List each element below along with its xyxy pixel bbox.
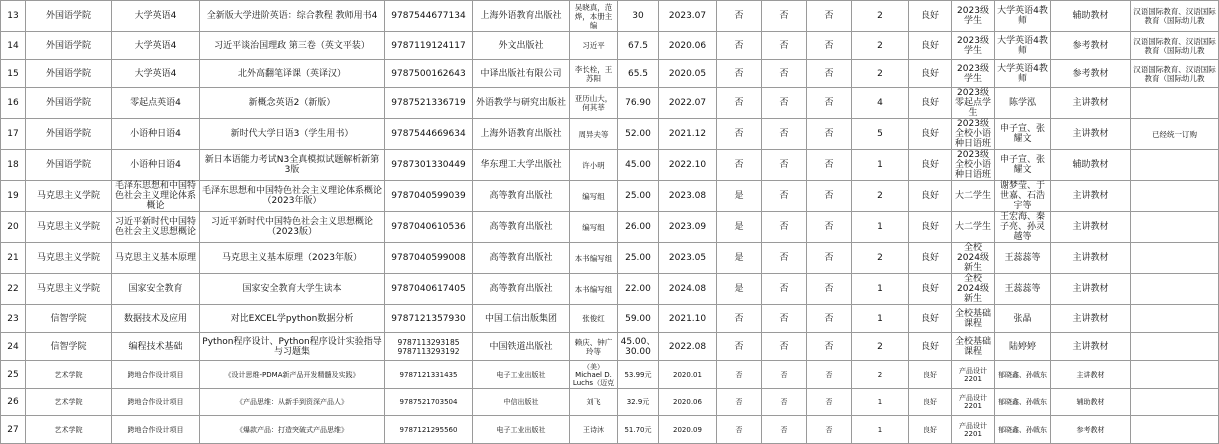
remark-cell (1131, 274, 1219, 305)
college-cell: 外国语学院 (26, 60, 112, 88)
course-cell: 习近平新时代中国特色社会主义思想概论 (112, 212, 200, 243)
publisher-cell: 外文出版社 (473, 32, 570, 60)
order-count-cell: 5 (852, 119, 909, 150)
choice-cell: 否 (807, 243, 852, 274)
isbn-cell: 9787040599039 (385, 181, 473, 212)
teacher-cell: 郁晓鑫、孙戟东 (995, 416, 1051, 444)
isbn-cell: 9787301330449 (385, 150, 473, 181)
publisher-cell: 外语教学与研究出版社 (473, 88, 570, 119)
price-cell: 45.00、30.00 (618, 333, 659, 361)
publish-date-cell: 2020.09 (659, 416, 717, 444)
row-number: 14 (1, 32, 26, 60)
course-cell: 跨地合作设计项目 (112, 361, 200, 389)
evaluation-cell: 良好 (909, 119, 952, 150)
choice-cell: 否 (807, 1, 852, 32)
book-title-cell: 新日本语能力考试N3全真模拟试题解析新第3版 (200, 150, 385, 181)
college-cell: 外国语学院 (26, 88, 112, 119)
author-cell: 李长栓，王苏阳 (570, 60, 618, 88)
publish-date-cell: 2023.05 (659, 243, 717, 274)
table-row (1, 60, 1219, 88)
isbn-cell: 9787113293185 9787113293192 (385, 333, 473, 361)
evaluation-cell: 良好 (909, 274, 952, 305)
choice-cell: 否 (807, 60, 852, 88)
order-count-cell: 2 (852, 1, 909, 32)
price-cell: 67.5 (618, 32, 659, 60)
remark-cell (1131, 305, 1219, 333)
isbn-cell: 9787119124117 (385, 32, 473, 60)
college-cell: 信智学院 (26, 305, 112, 333)
order-count-cell: 1 (852, 389, 909, 416)
course-cell: 大学英语4 (112, 32, 200, 60)
teacher-cell: 陆婷婷 (995, 333, 1051, 361)
choice-cell: 否 (717, 119, 762, 150)
isbn-cell: 9787121331435 (385, 361, 473, 389)
row-number: 21 (1, 243, 26, 274)
book-title-cell: 习近平新时代中国特色社会主义思想概论（2023版） (200, 212, 385, 243)
publisher-cell: 电子工业出版社 (473, 361, 570, 389)
remark-cell: 汉语国际教育、汉语国际教育（国际幼儿教 (1131, 1, 1219, 32)
choice-cell: 否 (807, 389, 852, 416)
teacher-cell: 大学英语4教师 (995, 60, 1051, 88)
book-title-cell: 习近平谈治国理政 第三卷（英文平装） (200, 32, 385, 60)
price-cell: 51.70元 (618, 416, 659, 444)
evaluation-cell: 良好 (909, 305, 952, 333)
evaluation-cell: 良好 (909, 32, 952, 60)
course-cell: 编程技术基础 (112, 333, 200, 361)
book-title-cell: 《设计思维-PDMA新产品开发精髓及实践》 (200, 361, 385, 389)
remark-cell (1131, 181, 1219, 212)
book-title-cell: 北外高翻笔译课（英译汉） (200, 60, 385, 88)
choice-cell: 是 (717, 181, 762, 212)
textbook-type-cell: 主讲教材 (1051, 243, 1131, 274)
choice-cell: 否 (762, 212, 807, 243)
textbook-type-cell: 主讲教材 (1051, 181, 1131, 212)
college-cell: 马克思主义学院 (26, 212, 112, 243)
order-count-cell: 2 (852, 60, 909, 88)
course-cell: 大学英语4 (112, 1, 200, 32)
author-cell: 习近平 (570, 32, 618, 60)
teacher-cell: 大学英语4教师 (995, 1, 1051, 32)
price-cell: 25.00 (618, 181, 659, 212)
course-cell: 国家安全教育 (112, 274, 200, 305)
order-count-cell: 2 (852, 32, 909, 60)
order-count-cell: 2 (852, 361, 909, 389)
choice-cell: 否 (762, 60, 807, 88)
publisher-cell: 高等教育出版社 (473, 243, 570, 274)
row-number: 23 (1, 305, 26, 333)
textbook-type-cell: 主讲教材 (1051, 119, 1131, 150)
author-cell: 赖庆、钟广玲等 (570, 333, 618, 361)
college-cell: 马克思主义学院 (26, 243, 112, 274)
choice-cell: 否 (762, 274, 807, 305)
college-cell: 艺术学院 (26, 389, 112, 416)
teacher-cell: 申子宣、张耀文 (995, 119, 1051, 150)
choice-cell: 否 (762, 361, 807, 389)
publish-date-cell: 2024.08 (659, 274, 717, 305)
choice-cell: 否 (807, 274, 852, 305)
remark-cell: 已经统一订购 (1131, 119, 1219, 150)
textbook-type-cell: 参考教材 (1051, 60, 1131, 88)
teacher-cell: 谢梦莹、于世嘉、石浩宇等 (995, 181, 1051, 212)
evaluation-cell: 良好 (909, 181, 952, 212)
course-cell: 跨地合作设计项目 (112, 389, 200, 416)
evaluation-cell: 良好 (909, 212, 952, 243)
textbook-type-cell: 辅助教材 (1051, 1, 1131, 32)
textbook-type-cell: 辅助教材 (1051, 150, 1131, 181)
table-body (1, 1, 1219, 444)
author-cell: 编写组 (570, 181, 618, 212)
publish-date-cell: 2020.06 (659, 389, 717, 416)
publish-date-cell: 2021.12 (659, 119, 717, 150)
publisher-cell: 中国工信出版集团 (473, 305, 570, 333)
choice-cell: 是 (717, 243, 762, 274)
college-cell: 马克思主义学院 (26, 274, 112, 305)
evaluation-cell: 良好 (909, 389, 952, 416)
choice-cell: 否 (717, 361, 762, 389)
isbn-cell: 9787040599008 (385, 243, 473, 274)
college-cell: 外国语学院 (26, 119, 112, 150)
remark-cell (1131, 243, 1219, 274)
author-cell: （美）Michael D. Luchs（迈克 (570, 361, 618, 389)
choice-cell: 否 (807, 150, 852, 181)
publisher-cell: 高等教育出版社 (473, 274, 570, 305)
course-cell: 数据技术及应用 (112, 305, 200, 333)
student-grade-cell: 全校基础课程 (952, 333, 995, 361)
course-cell: 毛泽东思想和中国特色社会主义理论体系概论 (112, 181, 200, 212)
choice-cell: 否 (717, 333, 762, 361)
table-row (1, 361, 1219, 389)
course-cell: 小语种日语4 (112, 150, 200, 181)
choice-cell: 否 (762, 333, 807, 361)
publish-date-cell: 2020.01 (659, 361, 717, 389)
student-grade-cell: 产品设计2201 (952, 361, 995, 389)
price-cell: 65.5 (618, 60, 659, 88)
choice-cell: 否 (762, 88, 807, 119)
table-row (1, 32, 1219, 60)
textbook-type-cell: 参考教材 (1051, 416, 1131, 444)
isbn-cell: 9787121357930 (385, 305, 473, 333)
author-cell: 王诗沐 (570, 416, 618, 444)
table-row (1, 150, 1219, 181)
author-cell: 许小明 (570, 150, 618, 181)
college-cell: 信智学院 (26, 333, 112, 361)
row-number: 22 (1, 274, 26, 305)
evaluation-cell: 良好 (909, 243, 952, 274)
evaluation-cell: 良好 (909, 88, 952, 119)
teacher-cell: 申子宣、张耀文 (995, 150, 1051, 181)
book-title-cell: 马克思主义基本原理（2023年版） (200, 243, 385, 274)
author-cell: 本书编写组 (570, 243, 618, 274)
publisher-cell: 上海外语教育出版社 (473, 119, 570, 150)
student-grade-cell: 2023级零起点学生 (952, 88, 995, 119)
isbn-cell: 9787544677134 (385, 1, 473, 32)
order-count-cell: 1 (852, 305, 909, 333)
textbook-type-cell: 主讲教材 (1051, 212, 1131, 243)
publisher-cell: 高等教育出版社 (473, 181, 570, 212)
author-cell: 编写组 (570, 212, 618, 243)
order-count-cell: 1 (852, 274, 909, 305)
book-title-cell: 新概念英语2（新版） (200, 88, 385, 119)
book-title-cell: 毛泽东思想和中国特色社会主义理论体系概论（2023年版） (200, 181, 385, 212)
publish-date-cell: 2022.10 (659, 150, 717, 181)
publisher-cell: 中国铁道出版社 (473, 333, 570, 361)
publish-date-cell: 2020.05 (659, 60, 717, 88)
college-cell: 马克思主义学院 (26, 181, 112, 212)
isbn-cell: 9787121295560 (385, 416, 473, 444)
teacher-cell: 王宏海、秦子亮、孙灵越等 (995, 212, 1051, 243)
isbn-cell: 9787521703504 (385, 389, 473, 416)
row-number: 20 (1, 212, 26, 243)
course-cell: 零起点英语4 (112, 88, 200, 119)
teacher-cell: 张晶 (995, 305, 1051, 333)
author-cell: 刘飞 (570, 389, 618, 416)
table-row (1, 333, 1219, 361)
book-title-cell: 新时代大学日语3（学生用书） (200, 119, 385, 150)
choice-cell: 否 (762, 1, 807, 32)
choice-cell: 否 (762, 416, 807, 444)
teacher-cell: 郁晓鑫、孙戟东 (995, 361, 1051, 389)
choice-cell: 否 (717, 88, 762, 119)
choice-cell: 否 (762, 150, 807, 181)
author-cell: 本书编写组 (570, 274, 618, 305)
textbook-type-cell: 主讲教材 (1051, 333, 1131, 361)
order-count-cell: 4 (852, 88, 909, 119)
table-row (1, 243, 1219, 274)
row-number: 24 (1, 333, 26, 361)
row-number: 15 (1, 60, 26, 88)
college-cell: 艺术学院 (26, 416, 112, 444)
order-count-cell: 1 (852, 150, 909, 181)
choice-cell: 否 (717, 389, 762, 416)
choice-cell: 否 (717, 60, 762, 88)
price-cell: 76.90 (618, 88, 659, 119)
author-cell: 亚历山大，何其莘 (570, 88, 618, 119)
college-cell: 外国语学院 (26, 1, 112, 32)
publisher-cell: 高等教育出版社 (473, 212, 570, 243)
remark-cell (1131, 212, 1219, 243)
student-grade-cell: 2023级学生 (952, 32, 995, 60)
teacher-cell: 陈学泓 (995, 88, 1051, 119)
publish-date-cell: 2022.08 (659, 333, 717, 361)
publisher-cell: 华东理工大学出版社 (473, 150, 570, 181)
remark-cell (1131, 416, 1219, 444)
order-count-cell: 2 (852, 333, 909, 361)
isbn-cell: 9787040610536 (385, 212, 473, 243)
remark-cell (1131, 150, 1219, 181)
textbook-type-cell: 参考教材 (1051, 32, 1131, 60)
choice-cell: 否 (807, 119, 852, 150)
row-number: 17 (1, 119, 26, 150)
order-count-cell: 1 (852, 212, 909, 243)
choice-cell: 否 (807, 212, 852, 243)
book-title-cell: Python程序设计、Python程序设计实验指导与习题集 (200, 333, 385, 361)
course-cell: 大学英语4 (112, 60, 200, 88)
remark-cell (1131, 389, 1219, 416)
choice-cell: 否 (762, 119, 807, 150)
course-cell: 马克思主义基本原理 (112, 243, 200, 274)
publish-date-cell: 2023.07 (659, 1, 717, 32)
choice-cell: 否 (807, 416, 852, 444)
author-cell: 张俊红 (570, 305, 618, 333)
teacher-cell: 王蕊蕊等 (995, 274, 1051, 305)
price-cell: 30 (618, 1, 659, 32)
evaluation-cell: 良好 (909, 416, 952, 444)
remark-cell (1131, 333, 1219, 361)
choice-cell: 否 (807, 88, 852, 119)
remark-cell (1131, 88, 1219, 119)
row-number: 27 (1, 416, 26, 444)
table-row (1, 416, 1219, 444)
price-cell: 52.00 (618, 119, 659, 150)
choice-cell: 否 (807, 333, 852, 361)
publish-date-cell: 2023.09 (659, 212, 717, 243)
order-count-cell: 1 (852, 416, 909, 444)
publisher-cell: 中信出版社 (473, 389, 570, 416)
order-count-cell: 2 (852, 243, 909, 274)
row-number: 18 (1, 150, 26, 181)
student-grade-cell: 2023级全校小语种日语班 (952, 119, 995, 150)
book-title-cell: 《爆款产品：打造突破式产品思维》 (200, 416, 385, 444)
book-title-cell: 全新版大学进阶英语：综合教程 教师用书4 (200, 1, 385, 32)
price-cell: 22.00 (618, 274, 659, 305)
choice-cell: 否 (762, 243, 807, 274)
publish-date-cell: 2022.07 (659, 88, 717, 119)
table-row (1, 274, 1219, 305)
isbn-cell: 9787500162643 (385, 60, 473, 88)
student-grade-cell: 全校2024级新生 (952, 243, 995, 274)
book-title-cell: 对比EXCEL学python数据分析 (200, 305, 385, 333)
textbook-type-cell: 主讲教材 (1051, 305, 1131, 333)
author-cell: 周异夫等 (570, 119, 618, 150)
college-cell: 外国语学院 (26, 32, 112, 60)
row-number: 19 (1, 181, 26, 212)
choice-cell: 否 (717, 32, 762, 60)
student-grade-cell: 大二学生 (952, 212, 995, 243)
price-cell: 26.00 (618, 212, 659, 243)
college-cell: 外国语学院 (26, 150, 112, 181)
student-grade-cell: 产品设计2201 (952, 416, 995, 444)
row-number: 16 (1, 88, 26, 119)
publisher-cell: 电子工业出版社 (473, 416, 570, 444)
table-row (1, 305, 1219, 333)
choice-cell: 否 (717, 305, 762, 333)
price-cell: 25.00 (618, 243, 659, 274)
isbn-cell: 9787040617405 (385, 274, 473, 305)
textbook-type-cell: 主讲教材 (1051, 274, 1131, 305)
evaluation-cell: 良好 (909, 333, 952, 361)
choice-cell: 否 (717, 150, 762, 181)
choice-cell: 否 (807, 32, 852, 60)
publish-date-cell: 2021.10 (659, 305, 717, 333)
student-grade-cell: 全校2024级新生 (952, 274, 995, 305)
table-row (1, 181, 1219, 212)
choice-cell: 是 (717, 274, 762, 305)
isbn-cell: 9787521336719 (385, 88, 473, 119)
publish-date-cell: 2020.06 (659, 32, 717, 60)
table-row (1, 212, 1219, 243)
choice-cell: 否 (807, 305, 852, 333)
price-cell: 53.99元 (618, 361, 659, 389)
choice-cell: 否 (807, 361, 852, 389)
price-cell: 59.00 (618, 305, 659, 333)
choice-cell: 是 (717, 212, 762, 243)
student-grade-cell: 2023级全校小语种日语班 (952, 150, 995, 181)
student-grade-cell: 2023级学生 (952, 60, 995, 88)
choice-cell: 否 (717, 416, 762, 444)
publish-date-cell: 2023.08 (659, 181, 717, 212)
book-title-cell: 《产品思维：从新手到资深产品人》 (200, 389, 385, 416)
college-cell: 艺术学院 (26, 361, 112, 389)
choice-cell: 否 (762, 305, 807, 333)
order-count-cell: 2 (852, 181, 909, 212)
table-row (1, 119, 1219, 150)
evaluation-cell: 良好 (909, 361, 952, 389)
remark-cell (1131, 361, 1219, 389)
evaluation-cell: 良好 (909, 60, 952, 88)
course-cell: 小语种日语4 (112, 119, 200, 150)
remark-cell: 汉语国际教育、汉语国际教育（国际幼儿教 (1131, 32, 1219, 60)
student-grade-cell: 产品设计2201 (952, 389, 995, 416)
textbook-type-cell: 主讲教材 (1051, 88, 1131, 119)
row-number: 13 (1, 1, 26, 32)
evaluation-cell: 良好 (909, 150, 952, 181)
textbook-type-cell: 辅助教材 (1051, 389, 1131, 416)
table-row (1, 88, 1219, 119)
choice-cell: 否 (762, 181, 807, 212)
choice-cell: 否 (807, 181, 852, 212)
evaluation-cell: 良好 (909, 1, 952, 32)
teacher-cell: 王蕊蕊等 (995, 243, 1051, 274)
book-title-cell: 国家安全教育大学生读本 (200, 274, 385, 305)
choice-cell: 否 (717, 1, 762, 32)
teacher-cell: 大学英语4教师 (995, 32, 1051, 60)
price-cell: 32.9元 (618, 389, 659, 416)
row-number: 25 (1, 361, 26, 389)
publisher-cell: 上海外语教育出版社 (473, 1, 570, 32)
choice-cell: 否 (762, 389, 807, 416)
student-grade-cell: 2023级学生 (952, 1, 995, 32)
textbook-type-cell: 主讲教材 (1051, 361, 1131, 389)
isbn-cell: 9787544669634 (385, 119, 473, 150)
student-grade-cell: 大二学生 (952, 181, 995, 212)
choice-cell: 否 (762, 32, 807, 60)
publisher-cell: 中译出版社有限公司 (473, 60, 570, 88)
teacher-cell: 郁晓鑫、孙戟东 (995, 389, 1051, 416)
remark-cell: 汉语国际教育、汉语国际教育（国际幼儿教 (1131, 60, 1219, 88)
author-cell: 吴晓真，范烨，本册主编 (570, 1, 618, 32)
course-cell: 跨地合作设计项目 (112, 416, 200, 444)
price-cell: 45.00 (618, 150, 659, 181)
table-row (1, 1, 1219, 32)
table-row (1, 389, 1219, 416)
student-grade-cell: 全校基础课程 (952, 305, 995, 333)
row-number: 26 (1, 389, 26, 416)
